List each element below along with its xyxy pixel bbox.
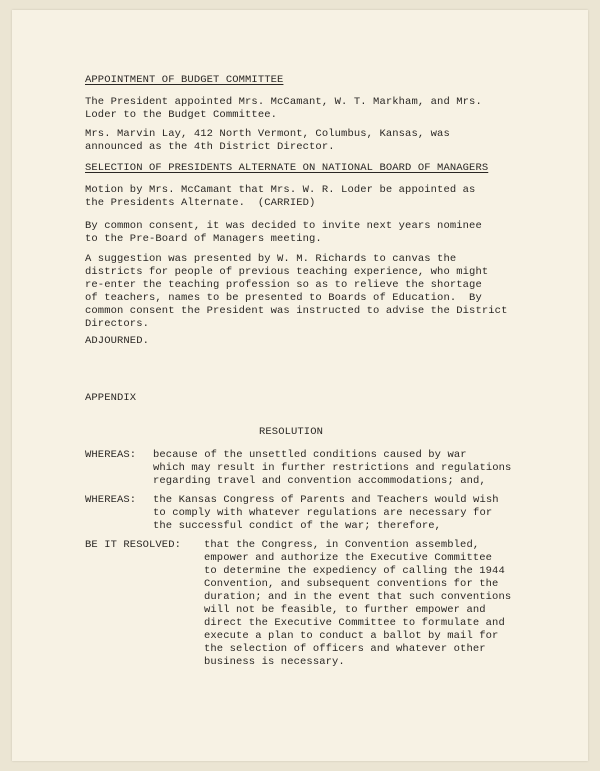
text-line: that the Congress, in Convention assembled, [204,539,480,551]
paragraph-district-director [85,128,450,154]
text-line: execute a plan to conduct a ballot by mail for [204,630,499,642]
text-line: the Kansas Congress of Parents and Teachers would wish [153,494,499,506]
text-line: Motion by Mrs. McCamant that Mrs. W. R. Loder be appointed as [85,184,476,196]
text-line: the selection of officers and whatever other [204,643,486,655]
typed-minutes [12,10,588,761]
whereas-clause-1 [153,449,511,488]
paragraph-common-consent [85,220,482,246]
text-line: the successful condict of the war; therefore, [153,520,442,532]
appendix-label: APPENDIX [85,392,137,404]
text-line: of teachers, names to be presented to Boards of Education. By [85,292,482,304]
text-line: By common consent, it was decided to invite next years nominee [85,220,482,232]
text-line: districts for people of previous teaching experience, who might [85,266,489,278]
text-line: which may result in further restrictions and regulations [153,462,512,474]
paragraph-motion [85,184,475,210]
document-page [12,10,588,761]
text-line: to the Pre-Board of Managers meeting. [85,233,322,245]
text-line: to determine the expediency of calling the 1944 [204,565,505,577]
heading-presidents-alternate: SELECTION OF PRESIDENTS ALTERNATE ON NATIONAL BOARD OF MANAGERS [85,162,489,174]
resolution-title: RESOLUTION [259,426,324,438]
text-line: Directors. [85,318,150,330]
resolved-label: BE IT RESOLVED: [85,539,182,551]
text-line: business is necessary. [204,656,345,668]
adjourned-text: ADJOURNED. [85,335,150,347]
text-line: regarding travel and convention accommodations; and, [153,475,486,487]
text-line: duration; and in the event that such conventions [204,591,512,603]
whereas-clause-2 [153,494,499,533]
whereas-label-1: WHEREAS: [85,449,137,461]
resolved-clause [204,539,511,669]
text-line: the Presidents Alternate. (CARRIED) [85,197,316,209]
paragraph-budget-appointment [85,96,482,122]
whereas-label-2: WHEREAS: [85,494,137,506]
text-line: because of the unsettled conditions caused by war [153,449,467,461]
text-line: will not be feasible, to further empower and [204,604,486,616]
text-line: Loder to the Budget Committee. [85,109,278,121]
heading-budget-committee: APPOINTMENT OF BUDGET COMMITTEE [85,74,284,86]
text-line: A suggestion was presented by W. M. Richards to canvas the [85,253,457,265]
text-line: to comply with whatever regulations are necessary for [153,507,493,519]
text-line: Mrs. Marvin Lay, 412 North Vermont, Columbus, Kansas, was [85,128,450,140]
paragraph-suggestion [85,253,507,331]
text-line: re-enter the teaching profession so as to relieve the shortage [85,279,482,291]
text-line: announced as the 4th District Director. [85,141,335,153]
text-line: Convention, and subsequent conventions for the [204,578,499,590]
text-line: empower and authorize the Executive Committee [204,552,493,564]
text-line: direct the Executive Committee to formulate and [204,617,505,629]
text-line: The President appointed Mrs. McCamant, W. T. Markham, and Mrs. [85,96,482,108]
text-line: common consent the President was instructed to advise the District [85,305,508,317]
